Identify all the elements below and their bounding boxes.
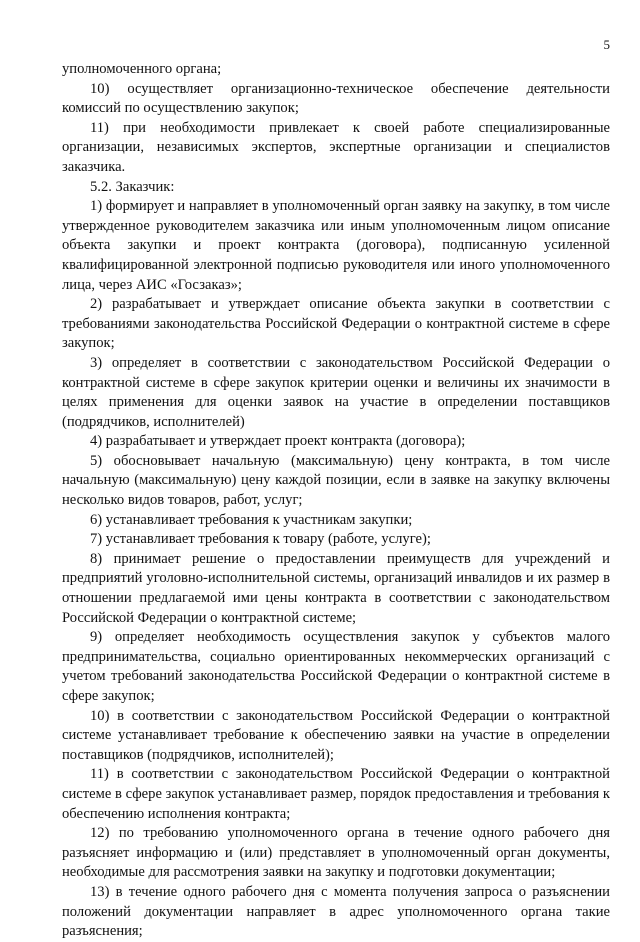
paragraph: 2) разрабатывает и утверждает описание объекта закупки в соответствии с требованиями законодательства Российской Федерации о контрактной системе в сфере закупок; bbox=[62, 296, 610, 352]
paragraph: 6) устанавливает требования к участникам закупки; bbox=[90, 511, 413, 528]
paragraph: 1) формирует и направляет в уполномоченный орган заявку на закупку, в том числе утвержденное руководителем заказчика или иным уполномоченным лицом описание объекта закупки и проект контракта (договора), подписанную усиленной квалифицированной электронной подписью руководителя или иного уполномоченного лица, через АИС «Госзаказ»; bbox=[62, 198, 610, 293]
paragraph: 9) определяет необходимость осуществления закупок у субъектов малого предпринимательства, социально ориентированных некоммерческих организаций с учетом требований законодательства Российской Федерации о контрактной системе в сфере закупок; bbox=[62, 629, 610, 704]
paragraph: уполномоченного органа; bbox=[62, 61, 222, 77]
paragraph: 10) в соответствии с законодательством Российской Федерации о контрактной системе устанавливает требование к обеспечению заявки на участие в определении поставщиков (подрядчиков, исполнителей); bbox=[62, 707, 610, 763]
paragraph: 7) устанавливает требования к товару (работе, услуге); bbox=[90, 531, 431, 548]
paragraph: 11) при необходимости привлекает к своей работе специализированные организации, независимых экспертов, экспертные организации и специалистов заказчика. bbox=[62, 119, 610, 175]
paragraph: 4) разрабатывает и утверждает проект контракта (договора); bbox=[90, 433, 466, 450]
paragraph: 13) в течение одного рабочего дня с момента получения запроса о разъяснении положений документации направляет в адрес уполномоченного органа такие разъяснения; bbox=[62, 883, 610, 940]
paragraph: 5) обосновывает начальную (максимальную) цену контракта, в том числе начальную (максимальную) цену каждой позиции, если в заявке на закупку включены несколько видов товаров, работ, услуг; bbox=[62, 452, 610, 509]
paragraph: 12) по требованию уполномоченного органа в течение одного рабочего дня разъясняет информацию и (или) представляет в уполномоченный орган документы, необходимые для рассмотрения заявки на закупку и подготовки документации; bbox=[62, 825, 610, 881]
document-body bbox=[62, 60, 610, 942]
paragraph: 5.2. Заказчик: bbox=[90, 178, 175, 195]
paragraph: 3) определяет в соответствии с законодательством Российской Федерации о контрактной системе в сфере закупок критерии оценки и величины их значимости в целях применения для оценки заявок на участие в определении поставщиков (подрядчиков, исполнителей) bbox=[62, 354, 610, 430]
paragraph: 10) осуществляет организационно-техническое обеспечение деятельности комиссий по осуществлению закупок; bbox=[62, 80, 610, 117]
paragraph: 8) принимает решение о предоставлении преимуществ для учреждений и предприятий уголовно-исполнительной системы, организаций инвалидов и их размер в отношении предлагаемой ими цены контракта в соответствии с законодательством Российской Федерации о контрактной системе; bbox=[62, 550, 610, 626]
page-number: 5 bbox=[603, 37, 610, 52]
paragraph: 11) в соответствии с законодательством Российской Федерации о контрактной системе в сфере закупок устанавливает размер, порядок предоставления и требования к обеспечению исполнения контракта; bbox=[62, 766, 610, 822]
